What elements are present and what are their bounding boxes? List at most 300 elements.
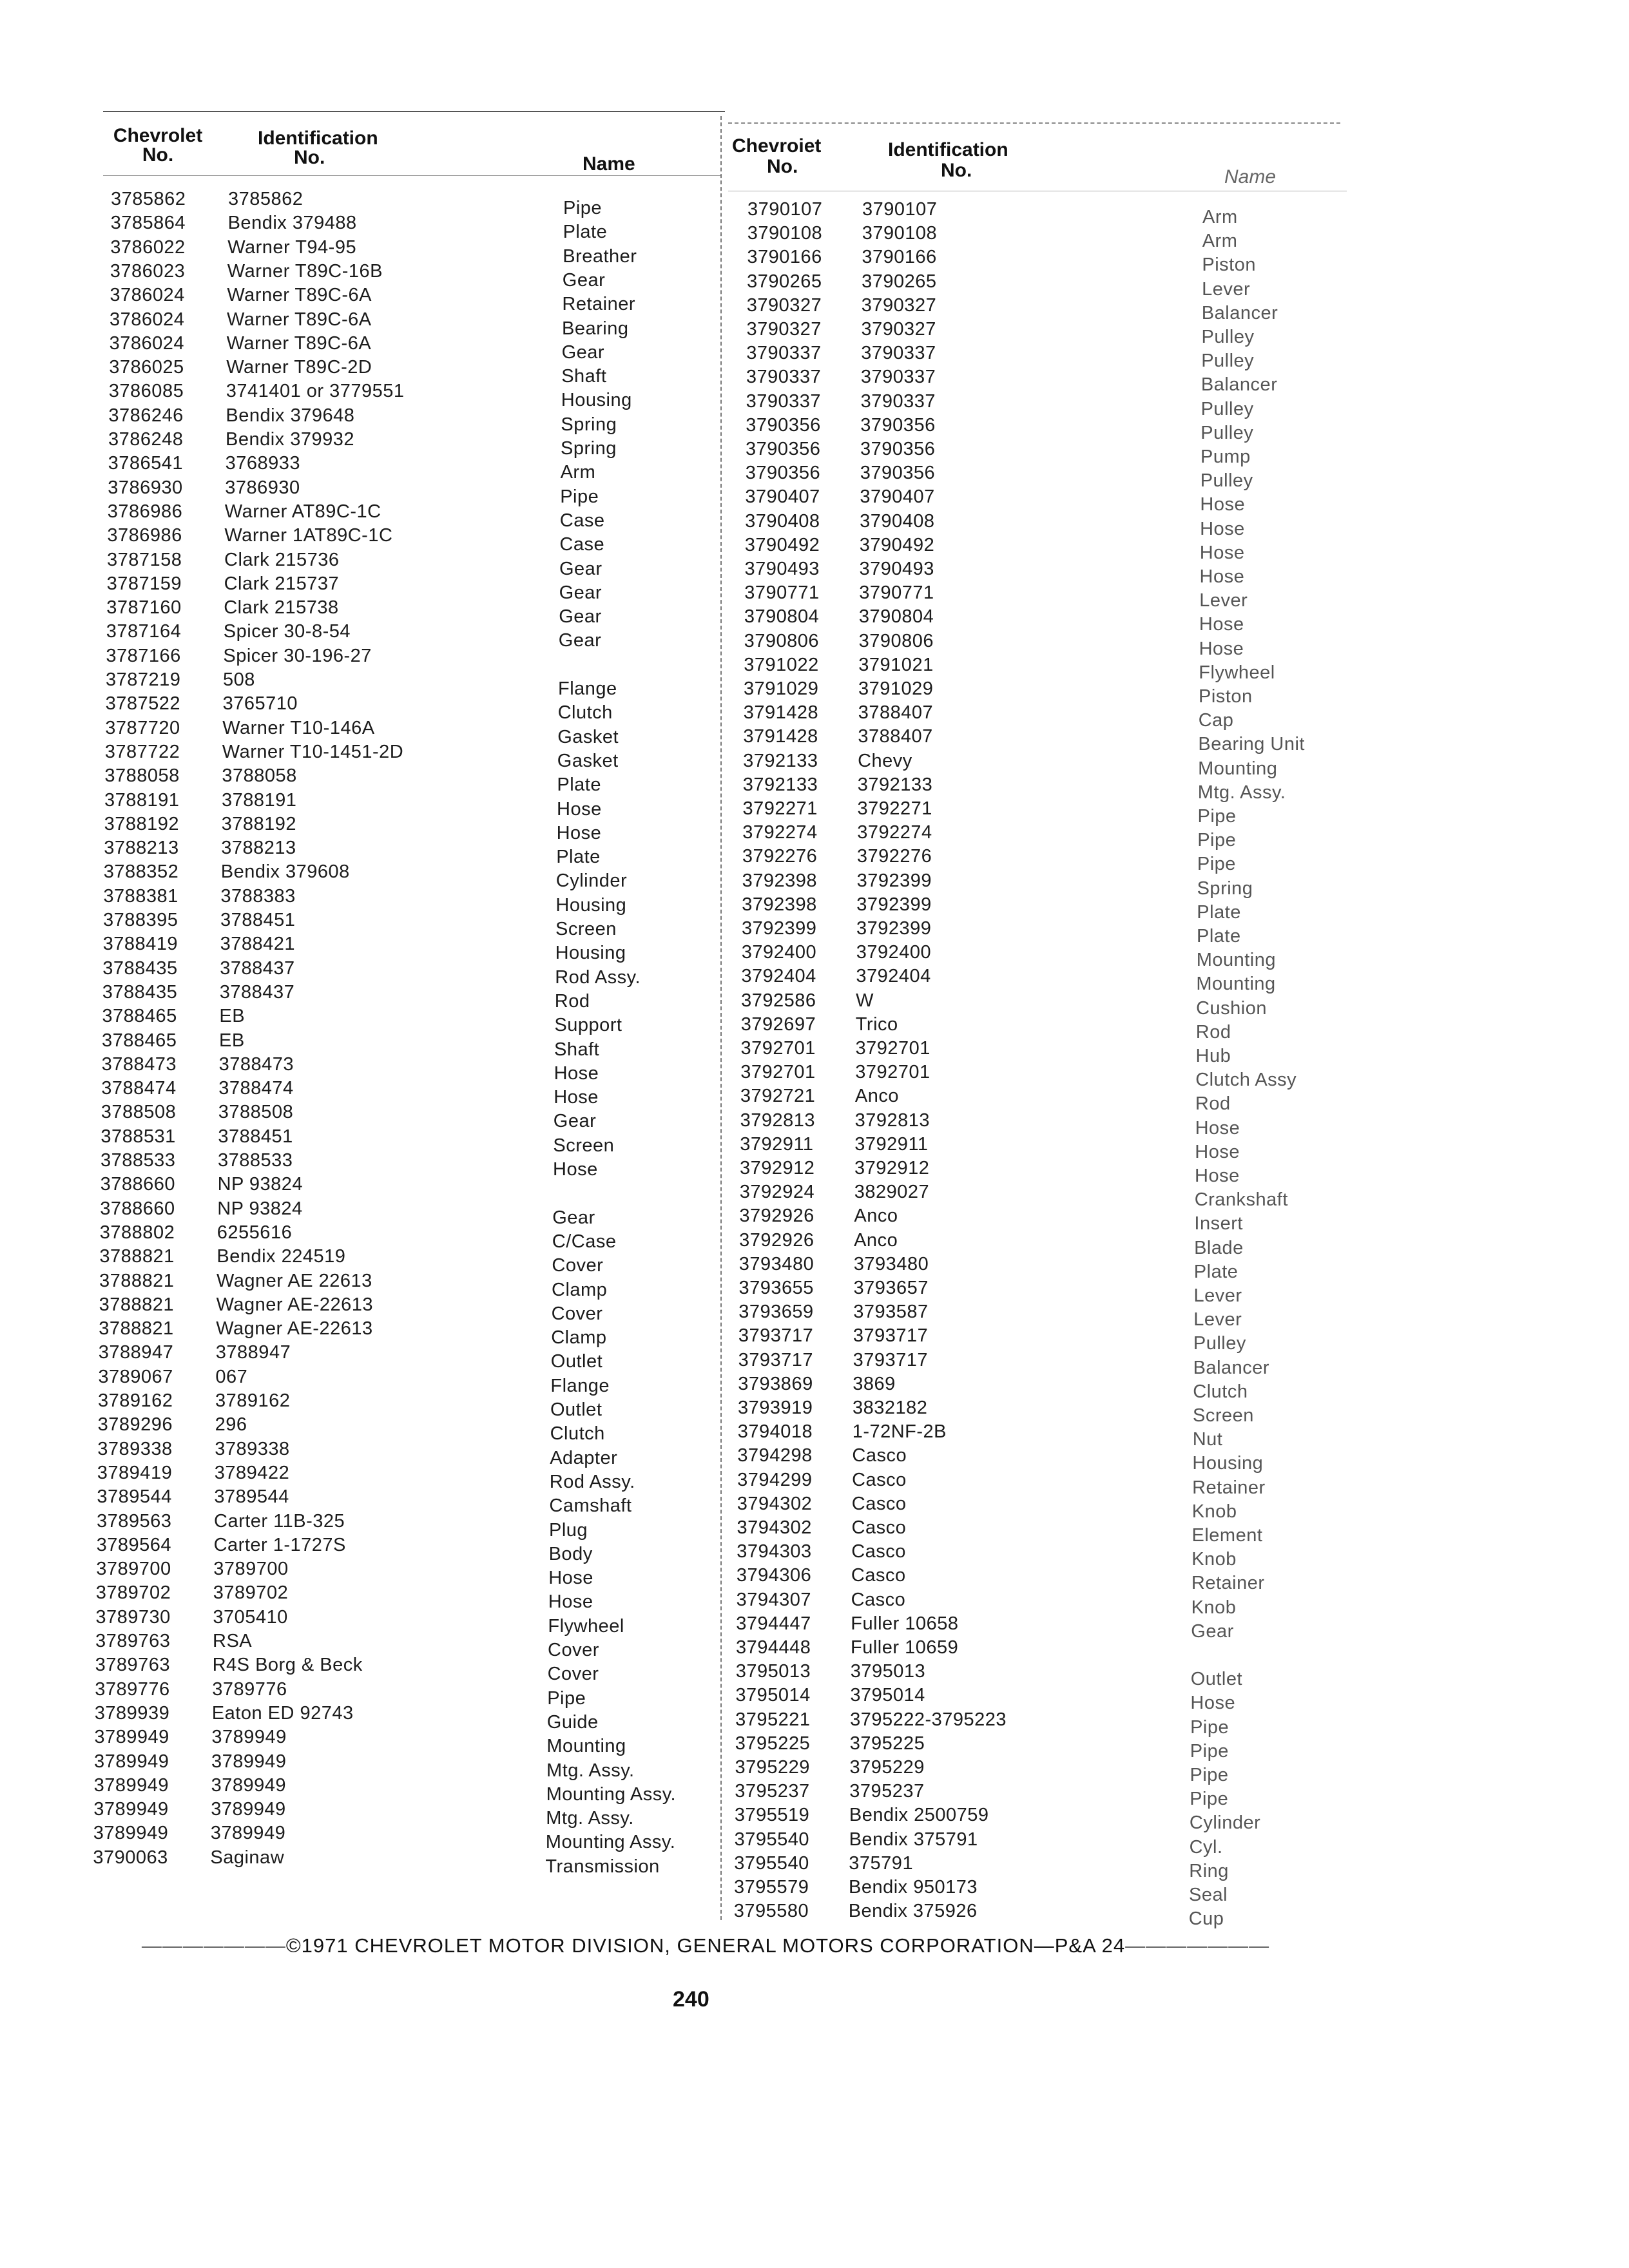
left-row-45-chevrolet-no: 3788821: [99, 1246, 175, 1267]
left-row-4-identification-no: Warner T89C-16B: [227, 260, 383, 282]
right-header-chevrolet-no: No.: [767, 156, 798, 177]
right-row-24-identification-no: Chevy: [858, 750, 912, 771]
right-row-67-identification-no: 3795237: [849, 1781, 925, 1802]
right-row-23-identification-no: 3788407: [858, 726, 933, 747]
right-row-2-part-name: Arm: [1202, 231, 1238, 252]
right-row-30-identification-no: 3792399: [856, 894, 932, 915]
right-row-49-identification-no: 3793717: [853, 1349, 928, 1370]
left-row-28-identification-no: 3788213: [221, 838, 296, 859]
right-row-17-identification-no: 3790771: [859, 582, 934, 604]
left-row-53-chevrolet-no: 3789338: [97, 1438, 173, 1459]
right-row-36-part-name: Hub: [1195, 1046, 1231, 1066]
left-row-28-chevrolet-no: 3788213: [104, 838, 179, 859]
left-row-55-chevrolet-no: 3789544: [97, 1486, 172, 1508]
left-row-51-identification-no: 3789162: [215, 1390, 291, 1411]
left-row-17-part-name: Gear: [559, 582, 602, 603]
right-row-13-identification-no: 3790407: [860, 486, 935, 508]
left-row-68-identification-no: 3789949: [211, 1799, 286, 1820]
left-row-65-part-name: Mounting: [546, 1736, 626, 1757]
left-row-31-part-name: Screen: [555, 919, 617, 939]
left-row-66-part-name: Mtg. Assy.: [546, 1760, 635, 1781]
right-row-28-chevrolet-no: 3792276: [742, 846, 818, 867]
left-row-6-identification-no: Warner T89C-6A: [227, 309, 372, 330]
right-row-42-part-name: Crankshaft: [1194, 1189, 1288, 1211]
left-row-22-chevrolet-no: 3787522: [105, 693, 180, 715]
left-row-9-chevrolet-no: 3786085: [108, 381, 184, 402]
right-row-68-chevrolet-no: 3795519: [734, 1805, 810, 1826]
right-row-35-chevrolet-no: 3792697: [740, 1014, 816, 1035]
left-row-38-identification-no: 3788474: [218, 1078, 294, 1099]
left-row-66-identification-no: 3789949: [211, 1751, 287, 1772]
right-row-49-chevrolet-no: 3793717: [738, 1349, 813, 1370]
left-row-40-part-name: Screen: [553, 1135, 615, 1156]
left-row-13-part-name: Pipe: [560, 486, 599, 507]
left-row-24-part-name: Gasket: [557, 750, 619, 771]
right-row-44-chevrolet-no: 3792926: [739, 1229, 815, 1251]
right-row-57-identification-no: Casco: [851, 1541, 906, 1562]
right-row-39-part-name: Hose: [1195, 1117, 1240, 1139]
right-row-7-part-name: Pulley: [1201, 351, 1255, 372]
left-row-37-identification-no: 3788473: [218, 1053, 294, 1075]
left-row-54-identification-no: 3789422: [214, 1462, 290, 1483]
left-row-67-identification-no: 3789949: [211, 1774, 286, 1796]
left-row-14-part-name: Case: [559, 510, 605, 531]
right-row-26-chevrolet-no: 3792271: [742, 798, 818, 819]
left-row-58-part-name: Hose: [548, 1568, 593, 1589]
copyright-footer: ———————©1971 CHEVROLET MOTOR DIVISION, GENERAL MOTORS CORPORATION—P&A 24———————: [141, 1934, 1270, 1957]
left-row-70-chevrolet-no: 3790063: [93, 1847, 168, 1868]
left-row-15-identification-no: Warner 1AT89C-1C: [224, 525, 393, 546]
right-row-5-part-name: Balancer: [1201, 302, 1278, 323]
right-row-55-chevrolet-no: 3794302: [737, 1493, 813, 1514]
right-row-17-chevrolet-no: 3790771: [744, 582, 820, 604]
left-row-39-identification-no: 3788508: [218, 1102, 294, 1123]
right-row-6-part-name: Pulley: [1201, 327, 1255, 347]
right-row-9-identification-no: 3790337: [860, 390, 936, 412]
right-row-36-chevrolet-no: 3792701: [740, 1038, 816, 1059]
right-row-59-chevrolet-no: 3794307: [736, 1589, 811, 1610]
right-row-55-identification-no: Casco: [851, 1493, 907, 1514]
left-row-50-identification-no: 067: [215, 1366, 248, 1387]
right-row-21-chevrolet-no: 3791029: [744, 678, 819, 699]
left-row-12-identification-no: 3768933: [225, 453, 300, 474]
right-row-10-identification-no: 3790356: [860, 414, 936, 436]
right-row-40-part-name: Hose: [1195, 1141, 1240, 1162]
right-row-50-part-name: Clutch: [1193, 1381, 1248, 1402]
left-row-39-chevrolet-no: 3788508: [101, 1102, 177, 1123]
left-row-10-chevrolet-no: 3786246: [108, 405, 184, 426]
right-row-68-part-name: Cylinder: [1189, 1812, 1261, 1834]
right-row-53-chevrolet-no: 3794298: [737, 1445, 813, 1466]
right-row-24-part-name: Mounting: [1198, 758, 1278, 779]
right-row-37-part-name: Clutch Assy: [1195, 1070, 1297, 1091]
right-row-46-chevrolet-no: 3793655: [738, 1278, 814, 1298]
right-row-33-part-name: Mounting: [1196, 974, 1276, 995]
right-row-27-chevrolet-no: 3792274: [742, 822, 818, 843]
left-row-2-identification-no: Bendix 379488: [227, 213, 357, 234]
right-row-24-chevrolet-no: 3792133: [743, 750, 818, 771]
left-row-19-identification-no: Spicer 30-8-54: [223, 621, 351, 642]
left-row-32-identification-no: 3788421: [220, 934, 295, 955]
left-row-50-chevrolet-no: 3789067: [98, 1366, 173, 1387]
left-row-26-part-name: Hose: [557, 798, 602, 820]
right-row-69-identification-no: Bendix 375791: [849, 1829, 978, 1850]
right-row-48-chevrolet-no: 3793717: [738, 1325, 814, 1347]
left-row-32-chevrolet-no: 3788419: [102, 934, 178, 955]
left-row-28-part-name: Plate: [556, 847, 601, 868]
right-row-52-identification-no: 1-72NF-2B: [852, 1421, 947, 1443]
left-row-40-chevrolet-no: 3788531: [101, 1126, 176, 1147]
left-row-6-part-name: Bearing: [562, 318, 629, 339]
right-row-15-chevrolet-no: 3790492: [744, 534, 820, 555]
right-row-6-chevrolet-no: 3790327: [746, 319, 822, 340]
right-row-69-part-name: Cyl.: [1189, 1836, 1223, 1858]
left-row-12-chevrolet-no: 3786541: [108, 453, 183, 474]
right-row-28-part-name: Pipe: [1197, 854, 1236, 875]
left-row-60-part-name: Flywheel: [548, 1615, 624, 1637]
left-row-67-chevrolet-no: 3789949: [93, 1774, 169, 1796]
right-row-4-identification-no: 3790265: [862, 271, 937, 292]
left-row-56-identification-no: Carter 11B-325: [214, 1510, 345, 1532]
left-row-52-chevrolet-no: 3789296: [97, 1414, 173, 1436]
right-row-11-chevrolet-no: 3790356: [746, 439, 821, 459]
right-row-54-chevrolet-no: 3794299: [737, 1469, 813, 1490]
left-row-65-identification-no: 3789949: [211, 1727, 287, 1748]
left-row-5-part-name: Retainer: [562, 294, 636, 315]
right-header-chevrolet: Chevroiet: [732, 135, 822, 157]
left-row-60-chevrolet-no: 3789730: [95, 1606, 171, 1628]
left-row-41-chevrolet-no: 3788533: [101, 1150, 176, 1171]
right-row-52-chevrolet-no: 3794018: [737, 1421, 813, 1443]
left-row-44-chevrolet-no: 3788802: [99, 1222, 175, 1243]
right-row-2-chevrolet-no: 3790108: [747, 223, 823, 244]
left-row-57-chevrolet-no: 3789564: [96, 1534, 171, 1555]
right-row-58-chevrolet-no: 3794306: [736, 1565, 812, 1586]
right-row-45-identification-no: 3793480: [853, 1253, 929, 1274]
left-row-61-part-name: Cover: [548, 1640, 599, 1660]
right-row-51-identification-no: 3832182: [853, 1398, 928, 1418]
left-row-70-identification-no: Saginaw: [210, 1847, 285, 1868]
right-row-29-part-name: Spring: [1197, 878, 1253, 899]
right-row-2-identification-no: 3790108: [862, 223, 938, 244]
left-row-31-identification-no: 3788451: [220, 910, 296, 930]
left-row-24-identification-no: Warner T10-1451-2D: [222, 741, 404, 762]
left-row-38-part-name: Hose: [554, 1087, 599, 1108]
right-row-65-chevrolet-no: 3795225: [735, 1733, 811, 1754]
left-row-22-identification-no: 3765710: [222, 693, 298, 715]
right-row-23-part-name: Bearing Unit: [1198, 734, 1305, 755]
right-row-34-chevrolet-no: 3792586: [741, 990, 816, 1011]
left-header-chevrolet: Chevrolet: [113, 125, 203, 146]
left-row-52-identification-no: 296: [215, 1414, 247, 1436]
left-row-26-identification-no: 3788191: [222, 789, 297, 811]
right-row-44-part-name: Blade: [1194, 1237, 1244, 1258]
right-row-38-part-name: Rod: [1195, 1093, 1231, 1115]
right-row-51-chevrolet-no: 3793919: [738, 1398, 813, 1418]
left-header-identification-no: No.: [294, 147, 325, 168]
left-row-7-part-name: Gear: [561, 341, 605, 363]
right-row-30-part-name: Plate: [1197, 901, 1241, 923]
right-row-14-part-name: Hose: [1200, 518, 1245, 539]
right-row-65-identification-no: 3795225: [849, 1733, 925, 1754]
right-row-39-chevrolet-no: 3792813: [740, 1110, 815, 1131]
right-row-51-part-name: Screen: [1193, 1405, 1254, 1426]
right-row-65-part-name: Pipe: [1190, 1740, 1229, 1762]
left-row-11-identification-no: Bendix 379932: [226, 429, 354, 450]
right-row-4-chevrolet-no: 3790265: [747, 271, 822, 292]
left-row-2-chevrolet-no: 3785864: [110, 213, 186, 234]
right-row-32-chevrolet-no: 3792400: [741, 942, 817, 963]
left-row-8-identification-no: Warner T89C-2D: [226, 357, 372, 378]
left-row-13-identification-no: 3786930: [225, 477, 300, 498]
right-row-59-part-name: Knob: [1191, 1597, 1237, 1618]
right-row-4-part-name: Lever: [1202, 278, 1251, 300]
left-row-61-identification-no: RSA: [213, 1631, 253, 1651]
right-row-15-identification-no: 3790492: [859, 534, 935, 555]
column-divider: [720, 116, 722, 1920]
right-row-35-part-name: Rod: [1195, 1021, 1231, 1043]
left-row-63-part-name: Pipe: [547, 1687, 586, 1709]
left-row-33-part-name: Rod Assy.: [555, 966, 641, 988]
right-row-20-chevrolet-no: 3791022: [744, 654, 819, 675]
left-row-61-chevrolet-no: 3789763: [95, 1631, 171, 1651]
left-row-19-part-name: Gear: [558, 630, 602, 651]
right-row-17-part-name: Lever: [1199, 590, 1248, 611]
right-row-72-part-name: Cup: [1188, 1908, 1224, 1930]
right-row-55-part-name: Knob: [1191, 1501, 1237, 1522]
right-row-53-part-name: Housing: [1192, 1453, 1264, 1474]
right-row-58-identification-no: Casco: [851, 1565, 906, 1586]
right-row-43-part-name: Insert: [1194, 1213, 1243, 1235]
right-header-name: Name: [1224, 166, 1277, 187]
left-row-15-chevrolet-no: 3786986: [107, 525, 182, 546]
left-row-3-chevrolet-no: 3786022: [110, 236, 186, 258]
left-row-25-chevrolet-no: 3788058: [104, 765, 180, 787]
right-row-18-chevrolet-no: 3790804: [744, 606, 820, 628]
left-row-18-chevrolet-no: 3787160: [106, 597, 182, 619]
left-row-35-identification-no: EB: [219, 1006, 246, 1027]
right-row-12-part-name: Pulley: [1200, 470, 1253, 492]
right-row-50-identification-no: 3869: [853, 1373, 896, 1394]
left-row-17-identification-no: Clark 215737: [224, 573, 340, 594]
right-row-41-part-name: Hose: [1195, 1166, 1240, 1186]
right-row-56-identification-no: Casco: [851, 1517, 907, 1538]
right-row-71-identification-no: Bendix 950173: [849, 1877, 978, 1898]
left-row-13-chevrolet-no: 3786930: [108, 477, 183, 498]
right-row-3-part-name: Piston: [1202, 255, 1256, 276]
left-row-1-identification-no: 3785862: [228, 189, 304, 209]
right-row-60-part-name: Gear: [1191, 1620, 1234, 1642]
right-row-37-identification-no: 3792701: [855, 1062, 930, 1083]
left-row-31-chevrolet-no: 3788395: [103, 910, 178, 930]
right-row-66-chevrolet-no: 3795229: [735, 1757, 810, 1778]
right-row-46-part-name: Lever: [1193, 1285, 1242, 1306]
right-row-3-chevrolet-no: 3790166: [747, 247, 822, 268]
right-row-41-chevrolet-no: 3792912: [740, 1158, 815, 1178]
right-row-42-identification-no: 3829027: [854, 1182, 930, 1203]
left-row-8-part-name: Shaft: [561, 366, 607, 387]
left-row-64-chevrolet-no: 3789939: [94, 1702, 170, 1724]
right-row-39-identification-no: 3792813: [854, 1110, 930, 1131]
copyright-text: ©1971 CHEVROLET MOTOR DIVISION, GENERAL MOTORS CORPORATION—P&A 24: [285, 1934, 1126, 1957]
left-row-62-chevrolet-no: 3789763: [95, 1655, 170, 1676]
right-row-54-part-name: Retainer: [1192, 1477, 1266, 1498]
right-row-62-chevrolet-no: 3795013: [735, 1661, 811, 1682]
left-row-49-chevrolet-no: 3788947: [98, 1342, 174, 1363]
left-row-69-part-name: Mounting Assy.: [545, 1832, 676, 1853]
left-row-69-chevrolet-no: 3789949: [93, 1823, 169, 1844]
right-row-48-identification-no: 3793717: [853, 1325, 929, 1347]
left-row-56-chevrolet-no: 3789563: [97, 1510, 172, 1532]
left-row-7-chevrolet-no: 3786024: [109, 332, 184, 354]
left-row-4-part-name: Gear: [562, 269, 606, 291]
right-row-26-part-name: Pipe: [1197, 806, 1237, 827]
left-row-14-identification-no: Warner AT89C-1C: [224, 501, 381, 522]
left-row-34-chevrolet-no: 3788435: [102, 981, 178, 1003]
right-row-38-identification-no: Anco: [854, 1086, 899, 1107]
right-row-31-identification-no: 3792399: [856, 918, 932, 939]
right-row-56-part-name: Element: [1191, 1525, 1263, 1546]
page-number: 240: [673, 1987, 709, 2012]
right-row-63-identification-no: 3795014: [850, 1685, 925, 1706]
left-row-34-part-name: Rod: [554, 990, 590, 1012]
right-row-1-identification-no: 3790107: [862, 199, 938, 220]
left-row-30-part-name: Housing: [555, 894, 627, 916]
right-row-56-chevrolet-no: 3794302: [737, 1517, 812, 1538]
right-row-40-identification-no: 3792911: [854, 1133, 929, 1155]
left-row-47-chevrolet-no: 3788821: [99, 1294, 174, 1315]
left-row-48-part-name: Clamp: [551, 1327, 607, 1349]
right-row-47-part-name: Lever: [1193, 1309, 1242, 1331]
right-row-7-identification-no: 3790337: [861, 343, 936, 364]
right-row-32-identification-no: 3792400: [856, 942, 932, 963]
top-rule-left: [103, 111, 725, 112]
right-row-72-chevrolet-no: 3795580: [733, 1901, 809, 1922]
left-row-50-part-name: Flange: [550, 1375, 610, 1396]
left-row-19-chevrolet-no: 3787164: [106, 621, 182, 642]
right-row-45-part-name: Plate: [1193, 1261, 1239, 1282]
right-row-32-part-name: Mounting: [1196, 950, 1276, 971]
left-row-3-part-name: Breather: [563, 245, 637, 267]
left-row-16-chevrolet-no: 3787158: [107, 549, 182, 570]
left-row-45-identification-no: Bendix 224519: [217, 1246, 346, 1267]
left-row-65-chevrolet-no: 3789949: [94, 1727, 169, 1748]
right-row-35-identification-no: Trico: [855, 1014, 898, 1035]
left-row-54-chevrolet-no: 3789419: [97, 1462, 173, 1483]
right-row-49-part-name: Balancer: [1193, 1357, 1270, 1378]
left-row-18-part-name: Gear: [559, 606, 602, 628]
right-row-33-chevrolet-no: 3792404: [741, 966, 816, 987]
right-row-11-part-name: Pump: [1200, 447, 1251, 467]
right-row-21-part-name: Piston: [1199, 686, 1253, 707]
right-row-61-identification-no: Fuller 10659: [851, 1637, 959, 1658]
right-row-20-part-name: Flywheel: [1199, 662, 1275, 683]
left-row-49-part-name: Outlet: [550, 1351, 603, 1372]
left-row-10-identification-no: Bendix 379648: [226, 405, 355, 426]
left-row-15-part-name: Case: [559, 534, 605, 555]
right-row-9-chevrolet-no: 3790337: [746, 390, 821, 412]
right-row-20-identification-no: 3791021: [858, 654, 934, 675]
right-row-19-chevrolet-no: 3790806: [744, 630, 819, 651]
left-row-48-identification-no: Wagner AE-22613: [216, 1318, 373, 1340]
right-row-58-part-name: Retainer: [1191, 1573, 1265, 1594]
right-row-42-chevrolet-no: 3792924: [739, 1182, 815, 1203]
left-row-36-part-name: Shaft: [554, 1039, 600, 1060]
right-row-46-identification-no: 3793657: [853, 1278, 929, 1298]
right-row-67-chevrolet-no: 3795237: [735, 1781, 810, 1802]
right-row-34-identification-no: W: [856, 990, 874, 1011]
right-row-14-identification-no: 3790408: [860, 510, 935, 532]
right-row-57-part-name: Knob: [1191, 1549, 1237, 1570]
right-row-3-identification-no: 3790166: [862, 247, 937, 268]
left-row-23-part-name: Gasket: [557, 726, 619, 747]
left-row-25-part-name: Plate: [557, 774, 601, 796]
right-row-67-part-name: Pipe: [1190, 1789, 1229, 1810]
left-row-10-part-name: Spring: [561, 414, 617, 435]
right-row-14-chevrolet-no: 3790408: [745, 510, 820, 532]
left-row-58-identification-no: 3789700: [213, 1559, 289, 1580]
left-row-62-identification-no: R4S Borg & Beck: [212, 1655, 363, 1676]
left-row-51-chevrolet-no: 3789162: [98, 1390, 173, 1411]
right-row-6-identification-no: 3790327: [861, 319, 936, 340]
right-row-19-part-name: Hose: [1199, 638, 1244, 659]
right-row-12-chevrolet-no: 3790356: [745, 463, 821, 484]
right-row-11-identification-no: 3790356: [860, 439, 936, 459]
left-row-27-identification-no: 3788192: [221, 813, 296, 834]
left-row-30-identification-no: 3788383: [220, 885, 296, 907]
left-row-38-chevrolet-no: 3788474: [101, 1078, 177, 1099]
right-row-29-chevrolet-no: 3792398: [742, 870, 817, 891]
left-row-55-part-name: Camshaft: [549, 1495, 632, 1517]
right-row-25-chevrolet-no: 3792133: [742, 774, 818, 795]
left-row-41-identification-no: 3788533: [218, 1150, 293, 1171]
left-row-25-identification-no: 3788058: [222, 765, 297, 787]
right-row-66-identification-no: 3795229: [849, 1757, 925, 1778]
right-row-47-identification-no: 3793587: [853, 1302, 929, 1323]
left-row-2-part-name: Plate: [563, 222, 608, 243]
left-row-3-identification-no: Warner T94-95: [227, 236, 357, 258]
right-row-15-part-name: Hose: [1199, 542, 1245, 563]
left-row-47-part-name: Cover: [551, 1303, 603, 1324]
left-row-57-identification-no: Carter 1-1727S: [213, 1534, 346, 1555]
right-row-16-chevrolet-no: 3790493: [744, 559, 820, 579]
right-row-27-part-name: Pipe: [1197, 830, 1237, 851]
right-row-70-chevrolet-no: 3795540: [734, 1852, 809, 1874]
right-row-8-part-name: Balancer: [1200, 374, 1278, 396]
right-row-68-identification-no: Bendix 2500759: [849, 1805, 989, 1826]
left-row-26-chevrolet-no: 3788191: [104, 789, 180, 811]
right-row-1-chevrolet-no: 3790107: [747, 199, 823, 220]
left-row-40-identification-no: 3788451: [218, 1126, 293, 1147]
left-row-52-part-name: Clutch: [550, 1423, 605, 1445]
left-row-33-identification-no: 3788437: [220, 957, 295, 979]
right-row-48-part-name: Pulley: [1193, 1333, 1246, 1354]
right-row-52-part-name: Nut: [1192, 1429, 1223, 1450]
left-row-35-chevrolet-no: 3788465: [102, 1006, 177, 1027]
left-row-30-chevrolet-no: 3788381: [103, 885, 178, 907]
right-row-10-part-name: Pulley: [1200, 422, 1254, 443]
right-row-72-identification-no: Bendix 375926: [848, 1901, 978, 1922]
right-row-31-chevrolet-no: 3792399: [742, 918, 817, 939]
right-row-64-identification-no: 3795222-3795223: [850, 1709, 1007, 1730]
left-row-29-part-name: Cylinder: [555, 870, 628, 892]
right-header-identification-no: No.: [941, 160, 972, 181]
right-row-43-identification-no: Anco: [854, 1206, 898, 1227]
left-row-66-chevrolet-no: 3789949: [94, 1751, 169, 1772]
right-header-identification: Identification: [888, 139, 1008, 160]
left-row-67-part-name: Mounting Assy.: [546, 1783, 677, 1805]
left-row-6-chevrolet-no: 3786024: [110, 309, 185, 330]
